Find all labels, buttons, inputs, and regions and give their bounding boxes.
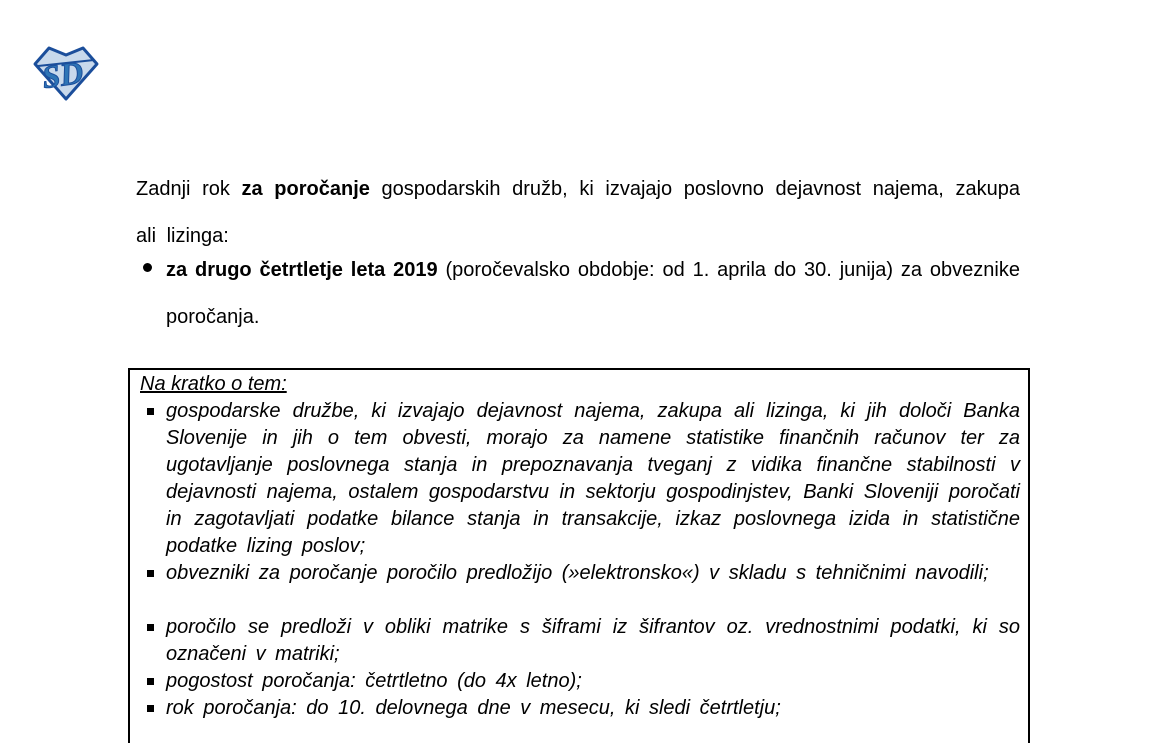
list-item-text: poročilo se predloži v obliki matrike s šiframi iz šifrantov oz. vrednostnimi podatki, ki so označeni v matriki; — [166, 616, 1020, 665]
list-item — [140, 560, 1020, 587]
deadline-bold-text: za drugo četrtletje leta 2019 — [166, 259, 438, 281]
list-item-text: gospodarske družbe, ki izvajajo dejavnost najema, zakupa ali lizinga, ki jih določi Banka Slovenije in jih o tem obvesti, morajo za namene statistike finančnih računov ter za ugotavljanje poslovnega stanja in prepoznavanja tveganj z vidika finančne stabilnosti v dejavnosti najema, ostalem gospodarstvu in sektorju gospodinjstev, Banki Sloveniji poročati in zagotavljati podatke bilance stanja in transakcije, izkaz poslovnega izida in statistične podatke lizing poslov; — [166, 400, 1020, 557]
bullet-dot-icon — [143, 263, 152, 272]
list-item-text: obvezniki za poročanje poročilo predložijo (»elektronsko«) v skladu s tehničnimi navodili; — [166, 562, 989, 584]
deadline-text-after: (poročevalsko obdobje: od 1. aprila do 30. junija) za obveznike poročanja. — [166, 259, 1020, 328]
list-item — [140, 398, 1020, 560]
info-box-title-text: Na kratko o tem: — [140, 373, 287, 395]
intro-bold-text: za poročanje — [241, 178, 370, 200]
info-box-title — [140, 371, 1020, 398]
info-box-bullet-list — [140, 398, 1020, 722]
intro-text-after: gospodarskih družb, ki izvajajo poslovno dejavnost najema, zakupa ali lizinga: — [136, 178, 1020, 247]
bullet-square-icon — [147, 408, 154, 415]
deadline-text — [166, 247, 1020, 341]
bullet-square-icon — [147, 624, 154, 631]
list-item — [140, 668, 1020, 695]
info-box — [128, 368, 1030, 743]
bullet-square-icon — [147, 570, 154, 577]
sd-logo-icon — [32, 44, 100, 102]
bullet-square-icon — [147, 705, 154, 712]
list-item — [140, 695, 1020, 722]
list-item-text: pogostost poročanja: četrtletno (do 4x letno); — [166, 670, 582, 692]
bullet-square-icon — [147, 678, 154, 685]
sd-logo-letters: SD — [39, 53, 86, 96]
list-item-text: rok poročanja: do 10. delovnega dne v mesecu, ki sledi četrtletju; — [166, 697, 781, 719]
intro-paragraph — [136, 166, 1020, 260]
deadline-bullet-item — [136, 247, 1020, 341]
list-item — [140, 614, 1020, 668]
intro-text-before: Zadnji rok — [136, 178, 242, 200]
